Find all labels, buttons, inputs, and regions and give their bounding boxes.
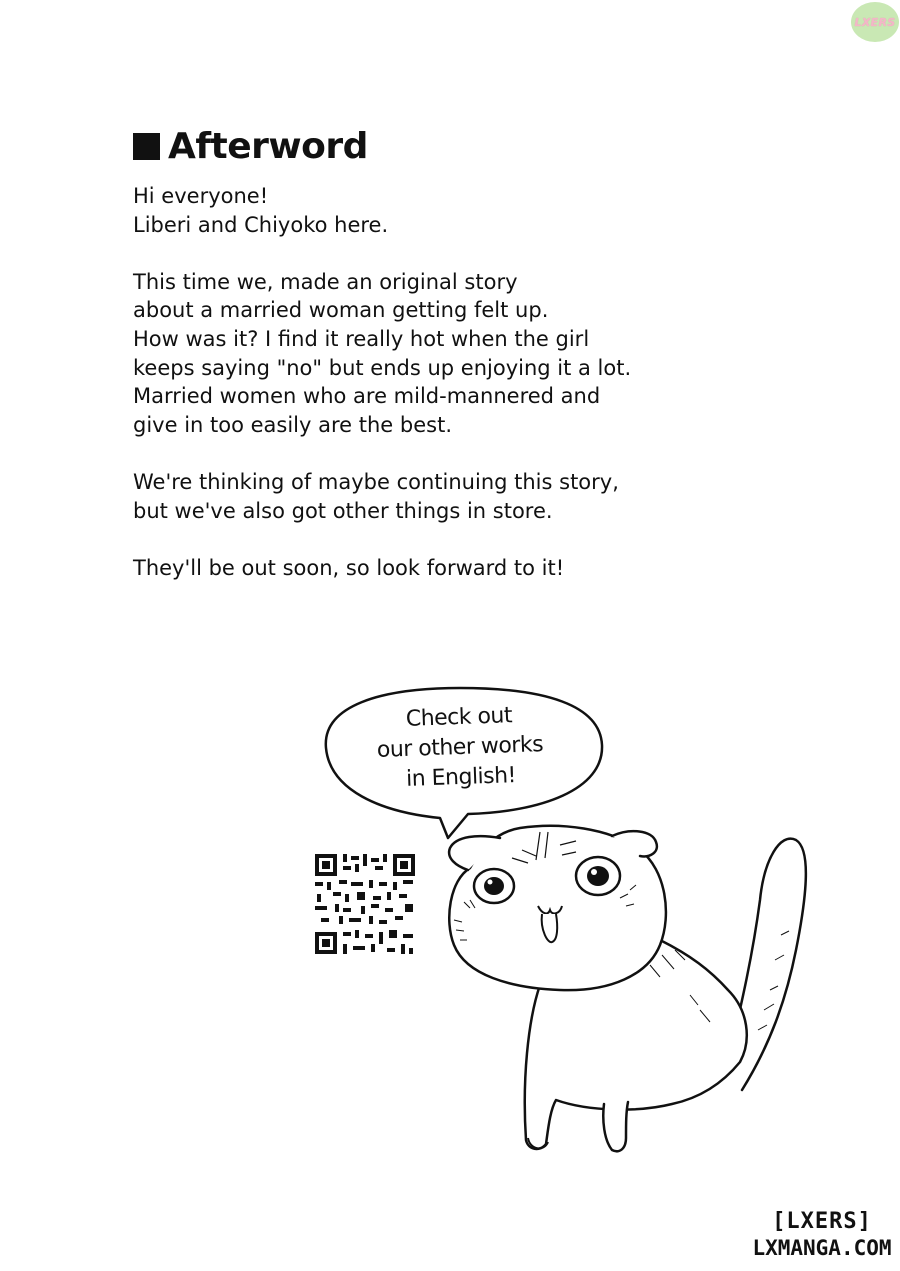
text-line: Hi everyone! xyxy=(133,184,269,208)
credit-group-name: [LXERS] xyxy=(772,1209,872,1234)
logo-text: LXERS xyxy=(854,15,896,29)
text-line: give in too easily are the best. xyxy=(133,412,452,437)
text-line: keeps saying "no" but ends up enjoying it a lot. xyxy=(133,355,632,380)
bubble-line: Check out xyxy=(405,703,513,732)
text-line: They'll be out soon, so look forward to it! xyxy=(133,555,565,580)
text-line: This time we, made an original story xyxy=(133,269,518,294)
text-line: We're thinking of maybe continuing this story, xyxy=(133,469,619,494)
bubble-line: in English! xyxy=(405,763,517,792)
speech-bubble-text xyxy=(358,700,561,797)
scanlation-credit xyxy=(752,1209,892,1261)
cat-paw-right xyxy=(603,1102,628,1151)
bubble-line: our other works xyxy=(376,732,544,763)
credit-site-url: LXMANGA.COM xyxy=(752,1236,892,1260)
text-line: about a married woman getting felt up. xyxy=(133,298,549,323)
text-line: but we've also got other things in store. xyxy=(133,498,553,523)
text-line: Liberi and Chiyoko here. xyxy=(133,212,389,237)
page-title: Afterword xyxy=(168,126,368,167)
text-line: Married women who are mild-mannered and xyxy=(133,384,601,409)
text-line: How was it? I find it really hot when the girl xyxy=(133,326,590,351)
qr-code xyxy=(313,852,417,956)
